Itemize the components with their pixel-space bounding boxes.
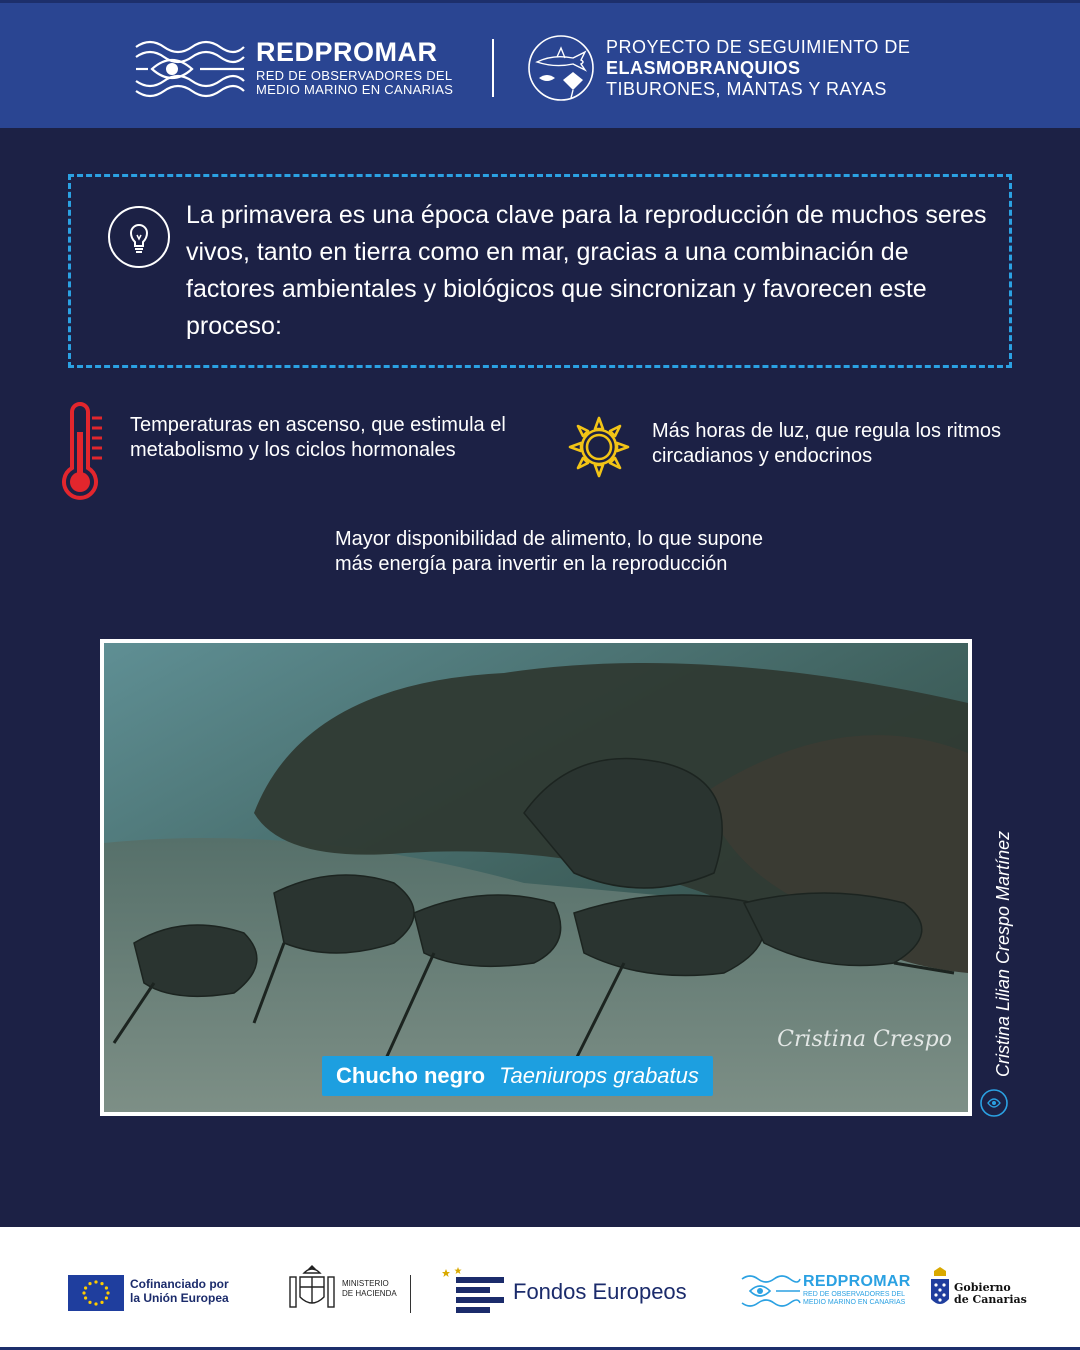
thermometer-icon [60, 402, 110, 502]
caption-scientific-name: Taeniurops grabatus [499, 1063, 699, 1088]
stingray-photo [100, 639, 972, 1116]
brand-subtitle [256, 69, 496, 97]
gobierno-canarias-text [954, 1282, 1034, 1306]
redpromar-footer-line2: MEDIO MARINO EN CANARIAS [803, 1299, 906, 1306]
ministry-divider [410, 1275, 411, 1313]
redpromar-footer-name: REDPROMAR [803, 1273, 911, 1290]
footer-bar [0, 1227, 1080, 1350]
caption-common-name: Chucho negro [336, 1063, 486, 1088]
brand-subtitle-line1: RED DE OBSERVADORES DEL [256, 68, 453, 83]
spain-crest-icon [286, 1263, 338, 1315]
shark-ray-badge-icon [527, 34, 595, 102]
sun-icon [568, 416, 630, 478]
intro-text: La primavera es una época clave para la reproducción de muchos seres vivos, tanto en tierra como en mar, gracias a una combinación de factores ambientales y biológicos que sincronizan y favorecen este proceso: [186, 201, 987, 340]
photo-credit: Cristina Lilian Crespo Martínez [993, 830, 1013, 1077]
factor-food: Mayor disponibilidad de alimento, lo que supone más energía para invertir en la reproducción [335, 528, 764, 575]
eye-waves-icon [134, 39, 246, 99]
redpromar-footer-line1: RED DE OBSERVADORES DEL [803, 1291, 906, 1298]
redpromar-footer-icon [740, 1273, 802, 1309]
eu-flag-icon [68, 1275, 124, 1311]
ministry-line1: MINISTERIO [342, 1279, 389, 1288]
eu-line1: Cofinanciado por [130, 1277, 229, 1291]
fondos-europeos-text: Fondos Europeos [513, 1279, 687, 1304]
lightbulb-icon [107, 205, 171, 269]
gobierno-line2: de Canarias [954, 1293, 1027, 1306]
canarias-crest-icon [929, 1267, 951, 1311]
header-bar [0, 0, 1080, 128]
redpromar-footer-subtitle [803, 1291, 923, 1307]
project-line2: ELASMOBRANQUIOS [606, 58, 801, 78]
eu-line2: la Unión Europea [130, 1291, 229, 1305]
ministry-text [342, 1279, 412, 1299]
gobierno-line1: Gobierno [954, 1281, 1011, 1294]
intro-box [68, 174, 1012, 368]
credit-eye-icon [979, 1088, 1009, 1118]
factor-daylight: Más horas de luz, que regula los ritmos circadianos y endocrinos [652, 420, 1002, 467]
brand-name: REDPROMAR [256, 37, 438, 67]
ministry-line2: DE HACIENDA [342, 1289, 397, 1298]
factor-temperature: Temperaturas en ascenso, que estimula el metabolismo y los ciclos hormonales [130, 414, 506, 461]
project-line1: PROYECTO DE SEGUIMIENTO DE [606, 37, 911, 57]
project-title [606, 37, 1006, 100]
species-caption [322, 1056, 713, 1096]
photographer-signature: Cristina Crespo [777, 1027, 952, 1052]
fondos-europeos-icon [442, 1267, 504, 1315]
eu-cofinanced-text [130, 1277, 270, 1305]
project-line3: TIBURONES, MANTAS Y RAYAS [606, 79, 887, 99]
header-divider [492, 39, 494, 97]
brand-subtitle-line2: MEDIO MARINO EN CANARIAS [256, 82, 454, 97]
